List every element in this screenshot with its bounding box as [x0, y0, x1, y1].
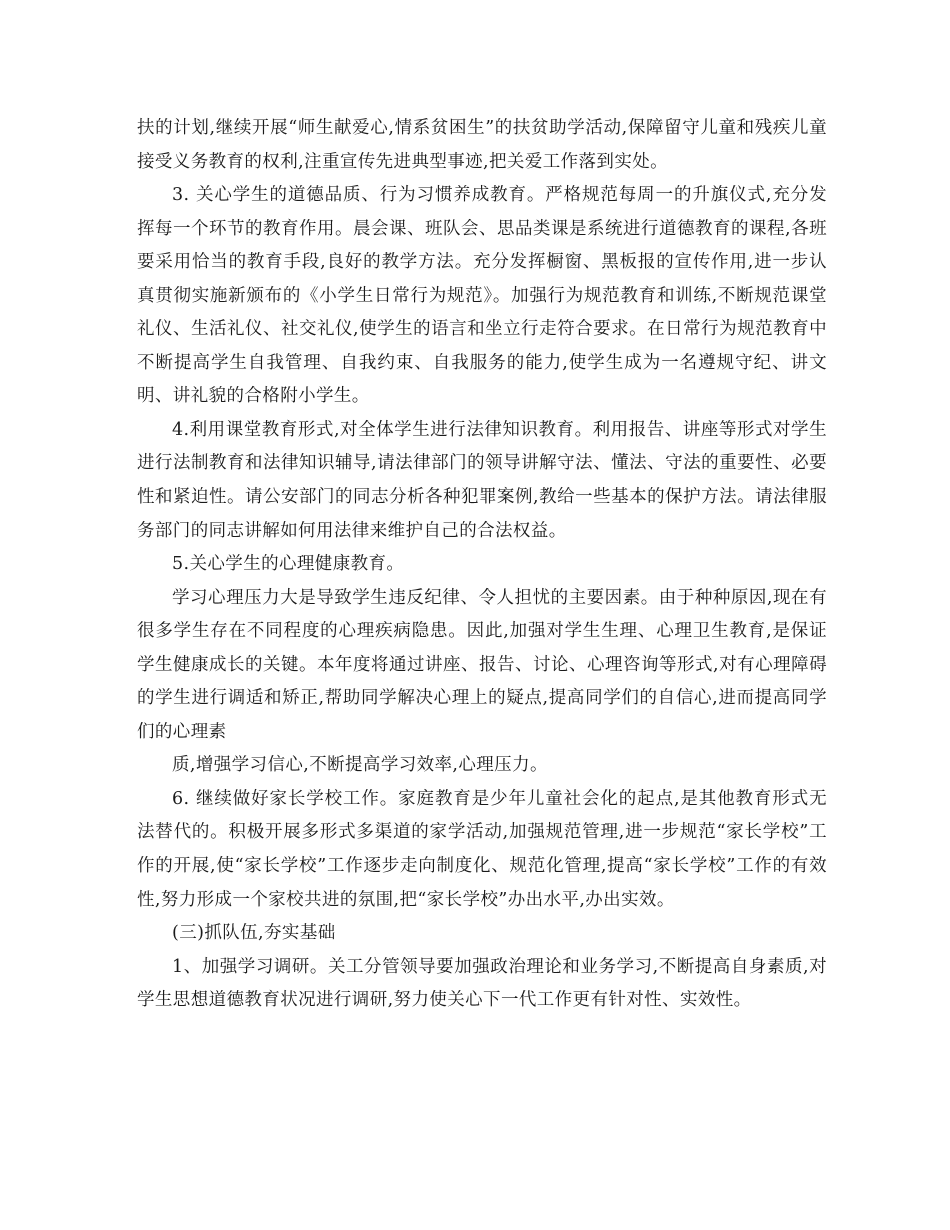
document-body	[137, 112, 827, 1018]
paragraph-item-5-tail: 质,增强学习信心,不断提高学习效率,心理压力。	[172, 755, 548, 776]
paragraph-section-3-item-1: 1、加强学习调研。关工分管领导要加强政治理论和业务学习,不断提高自身素质,对学生思想道德教育状况进行调研,努力使关心下一代工作更有针对性、实效性。	[137, 956, 827, 1011]
paragraph-item-6: 6. 继续做好家长学校工作。家庭教育是少年儿童社会化的起点,是其他教育形式无法替代的。积极开展多形式多渠道的家学活动,加强规范管理,进一步规范“家长学校”工作的开展,使“家长学校”工作逐步走向制度化、规范化管理,提高“家长学校”工作的有效性,努力形成一个家校共进的氛围,把“家长学校”办出水平,办出实效。	[137, 788, 827, 910]
paragraph-continuation: 扶的计划,继续开展“师生献爱心,情系贫困生”的扶贫助学活动,保障留守儿童和残疾儿童接受义务教育的权利,注重宣传先进典型事迹,把关爱工作落到实处。	[137, 118, 827, 172]
paragraph-item-5-heading: 5.关心学生的心理健康教育。	[172, 554, 405, 575]
paragraph-item-5-body: 学习心理压力大是导致学生违反纪律、令人担忧的主要因素。由于种种原因,现在有很多学生存在不同程度的心理疾病隐患。因此,加强对学生生理、心理卫生教育,是保证学生健康成长的关键。本年度将通过讲座、报告、讨论、心理咨询等形式,对有心理障碍的学生进行调适和矫正,帮助同学解决心理上的疑点,提高同学们的自信心,进而提高同学们的心理素	[137, 587, 827, 742]
paragraph-item-4: 4.利用课堂教育形式,对全体学生进行法律知识教育。利用报告、讲座等形式对学生进行法制教育和法律知识辅导,请法律部门的领导讲解守法、懂法、守法的重要性、必要性和紧迫性。请公安部门的同志分析各种犯罪案例,教给一些基本的保护方法。请法律服务部门的同志讲解如何用法律来维护自己的合法权益。	[137, 419, 827, 541]
paragraph-item-3: 3. 关心学生的道德品质、行为习惯养成教育。严格规范每周一的升旗仪式,充分发挥每一个环节的教育作用。晨会课、班队会、思品类课是系统进行道德教育的课程,各班要采用恰当的教育手段,良好的教学方法。充分发挥橱窗、黑板报的宣传作用,进一步认真贯彻实施新颁布的《小学生日常行为规范》。加强行为规范教育和训练,不断规范课堂礼仪、生活礼仪、社交礼仪,使学生的语言和坐立行走符合要求。在日常行为规范教育中不断提高学生自我管理、自我约束、自我服务的能力,使学生成为一名遵规守纪、讲文明、讲礼貌的合格附小学生。	[137, 185, 827, 407]
section-heading-3: (三)抓队伍,夯实基础	[172, 923, 336, 944]
